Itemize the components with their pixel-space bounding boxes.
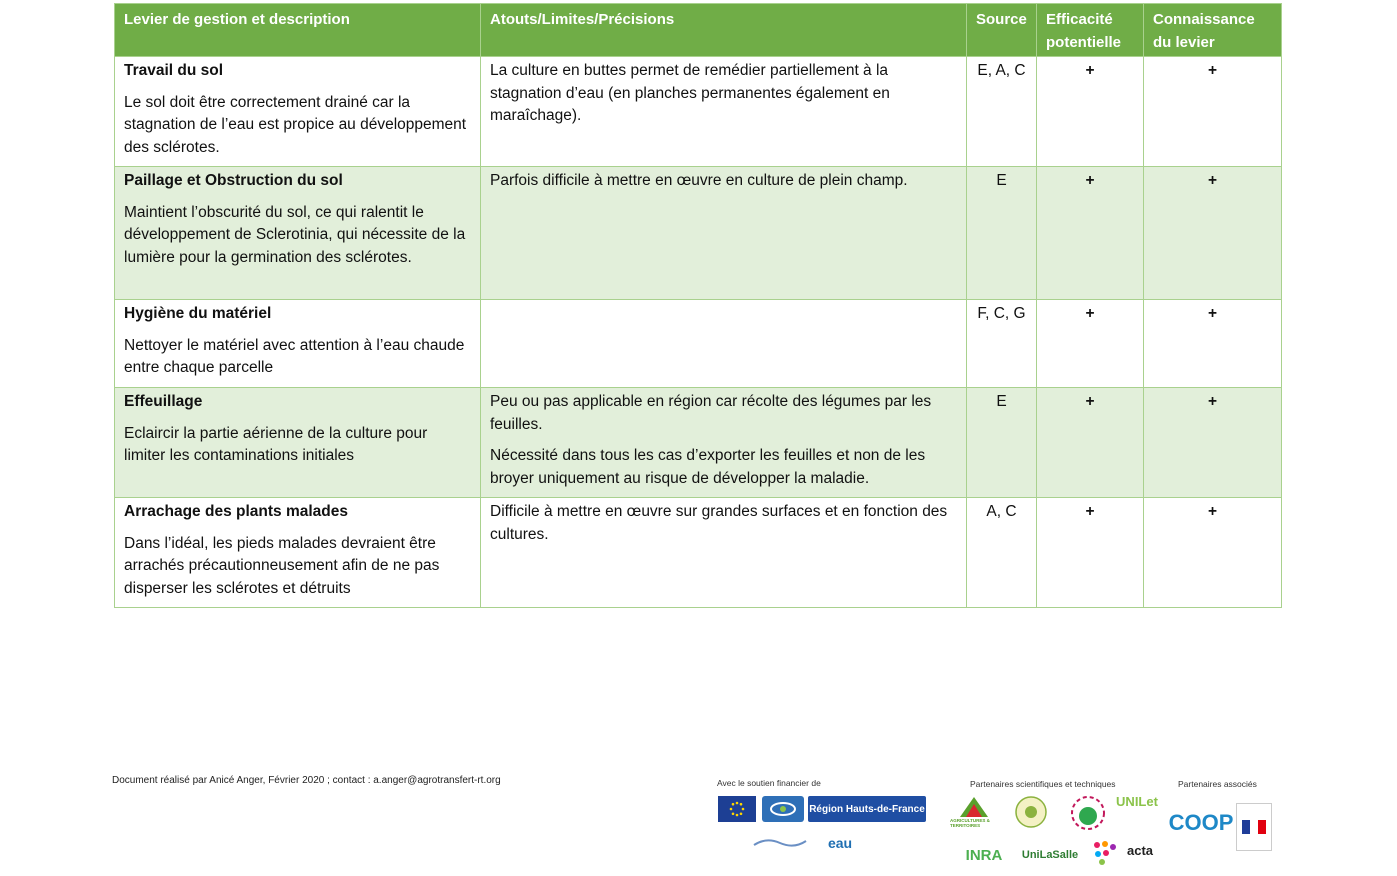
source-cell: E <box>967 388 1037 498</box>
knowledge-cell: + <box>1144 300 1282 388</box>
source-cell: E, A, C <box>967 57 1037 167</box>
acta-logo-text: acta <box>1126 842 1154 858</box>
note-paragraph: Nécessité dans tous les cas d’exporter les feuilles et non de les broyer uniquement au risque de développer la maladie. <box>490 447 926 487</box>
note-paragraph: La culture en buttes permet de remédier partiellement à la stagnation d’eau (en planches permanentes également en maraîchage). <box>490 62 890 124</box>
source-cell: F, C, G <box>967 300 1037 388</box>
lever-description: Nettoyer le matériel avec attention à l’eau chaude entre chaque parcelle <box>124 336 465 376</box>
lever-description: Eclaircir la partie aérienne de la culture pour limiter les contaminations initiales <box>124 424 428 464</box>
acta-logo <box>1122 840 1158 860</box>
acta-dots-icon <box>1091 839 1119 867</box>
knowledge-cell: + <box>1144 388 1282 498</box>
levers-table <box>114 3 1282 608</box>
eau-seine-logo <box>816 832 864 854</box>
knowledge-cell: + <box>1144 167 1282 300</box>
region-hdf-logo <box>808 796 926 822</box>
agence-eau-logo <box>750 834 810 852</box>
lever-cell <box>115 388 481 498</box>
unilet-logo-text: UNILet <box>1116 794 1158 809</box>
unilet-logo <box>1110 794 1164 832</box>
notes-cell <box>481 498 967 608</box>
table-row <box>115 167 1282 300</box>
pole-legumes-logo <box>1068 793 1108 833</box>
table-row <box>115 498 1282 608</box>
europe-engage-icon <box>768 800 798 818</box>
europe-engage-logo <box>762 796 804 822</box>
knowledge-cell: + <box>1144 57 1282 167</box>
lever-title: Paillage et Obstruction du sol <box>124 172 343 189</box>
notes-cell <box>481 57 967 167</box>
table-row <box>115 388 1282 498</box>
lever-title: Effeuillage <box>124 393 203 410</box>
table-row <box>115 300 1282 388</box>
source-cell: A, C <box>967 498 1037 608</box>
notes-cell <box>481 167 967 300</box>
agence-eau-icon <box>752 835 808 851</box>
note-paragraph: Peu ou pas applicable en région car récolte des légumes par les feuilles. <box>490 393 932 433</box>
eu-stars-icon <box>722 799 752 819</box>
lever-description: Maintient l’obscurité du sol, ce qui ralentit le développement de Sclerotinia, qui nécessite de la lumière pour la germination des sclérotes. <box>124 203 466 266</box>
funding-label: Avec le soutien financier de <box>717 778 821 788</box>
efficacy-cell: + <box>1037 300 1144 388</box>
lever-description: Le sol doit être correctement drainé car la stagnation de l’eau est propice au développement des sclérotes. <box>124 93 467 156</box>
agricultures-territoires-logo <box>950 793 998 831</box>
header-efficacy: Efficacité potentielle <box>1037 4 1144 57</box>
lever-cell <box>115 57 481 167</box>
efficacy-cell: + <box>1037 498 1144 608</box>
header-lever: Levier de gestion et description <box>115 4 481 57</box>
bio-flower-icon <box>1014 795 1048 829</box>
coop-logo-text: COOP <box>1168 810 1234 835</box>
notes-cell <box>481 388 967 498</box>
lever-cell <box>115 300 481 388</box>
header-knowledge: Connaissance du levier <box>1144 4 1282 57</box>
ministere-logo <box>1236 803 1272 851</box>
eau-logo-text: eau <box>827 835 853 851</box>
french-flag-icon <box>1242 820 1266 834</box>
unilasalle-logo <box>1018 845 1082 865</box>
notes-cell <box>481 300 967 388</box>
lever-title: Arrachage des plants malades <box>124 503 348 520</box>
coop-logo <box>1170 806 1232 840</box>
lever-title: Hygiène du matériel <box>124 305 272 322</box>
scientific-partners-label: Partenaires scientifiques et techniques <box>970 779 1116 789</box>
lever-description: Dans l’idéal, les pieds malades devraient être arrachés précautionneusement afin de ne pas disperser les sclérotes et détruits <box>124 534 440 597</box>
header-notes: Atouts/Limites/Précisions <box>481 4 967 57</box>
efficacy-cell: + <box>1037 167 1144 300</box>
knowledge-cell: + <box>1144 498 1282 608</box>
lever-cell <box>115 498 481 608</box>
inra-logo <box>954 843 1014 867</box>
associated-partners-label: Partenaires associés <box>1178 779 1257 789</box>
efficacy-cell: + <box>1037 57 1144 167</box>
efficacy-cell: + <box>1037 388 1144 498</box>
source-cell: E <box>967 167 1037 300</box>
inra-logo-text: INRA <box>965 846 1003 864</box>
bio-hdf-logo <box>1012 793 1050 831</box>
region-logo-text: Région Hauts-de-France <box>809 803 925 815</box>
acta-dots-logo <box>1090 838 1120 868</box>
unilasalle-logo-text: UniLaSalle <box>1021 849 1079 861</box>
lever-cell <box>115 167 481 300</box>
triangle-icon <box>959 796 989 818</box>
footer-credit: Document réalisé par Anicé Anger, Février 2020 ; contact : a.anger@agrotransfert-rt.org <box>112 775 501 786</box>
eu-flag-logo <box>718 796 756 822</box>
table-row <box>115 57 1282 167</box>
table-header-row <box>115 4 1282 57</box>
note-paragraph: Difficile à mettre en œuvre sur grandes surfaces et en fonction des cultures. <box>490 503 948 543</box>
lever-title: Travail du sol <box>124 62 224 79</box>
pole-legumes-icon <box>1069 794 1107 832</box>
header-source: Source <box>967 4 1037 57</box>
agri-logo-text: AGRICULTURES & TERRITOIRES <box>950 818 990 828</box>
note-paragraph: Parfois difficile à mettre en œuvre en culture de plein champ. <box>490 172 908 189</box>
